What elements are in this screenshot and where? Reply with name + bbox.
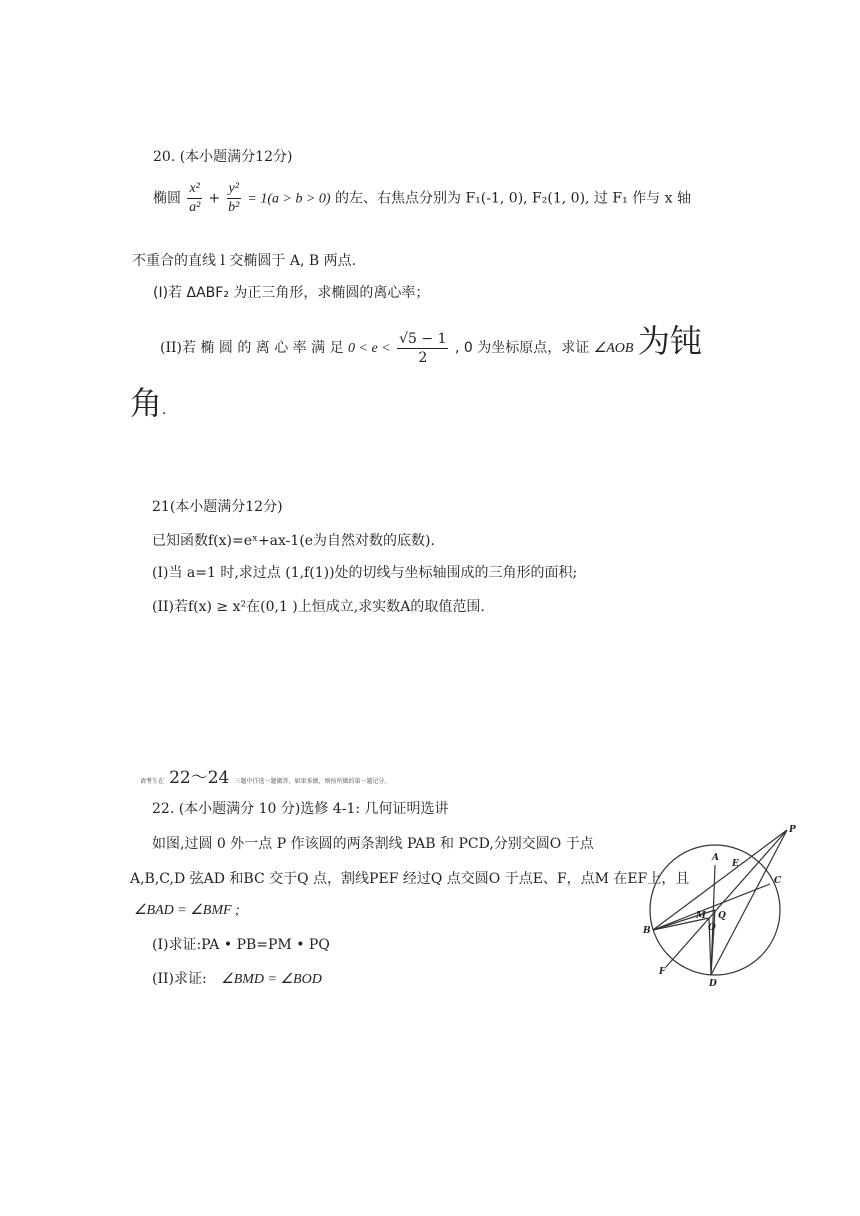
q20-ellipse-x-num: x²	[187, 180, 201, 199]
q20-part2-ineq: 0 < e <	[348, 341, 391, 356]
q21-part2: (II)若f(x) ≥ x²在(0,1 )上恒成立,求实数A的取值范围.	[152, 599, 485, 615]
label-e: E	[732, 859, 739, 869]
q20-part1: (I)若 ΔABF₂ 为正三角形，求椭圆的离心率；	[153, 285, 430, 301]
q20-part2-line2-dot: .	[162, 402, 167, 418]
q22-part1: (I)求证:PA • PB=PM • PQ	[152, 937, 330, 953]
label-a: A	[712, 853, 719, 863]
q21-heading: 21(本小题满分12分)	[152, 499, 283, 515]
q20-intro-prefix: 椭圆	[153, 190, 181, 207]
label-q: Q	[718, 911, 726, 921]
label-f: F	[659, 967, 666, 977]
label-o: O	[708, 923, 716, 933]
q20-part2-frac	[397, 330, 448, 367]
q20-part2-line2	[130, 378, 166, 424]
q20-part2-frac-num: √5 − 1	[399, 330, 447, 347]
q20-heading: 20. (本小题满分12分)	[153, 149, 293, 165]
q22-part2-math: ∠BMD = ∠BOD	[221, 972, 322, 987]
label-d: D	[709, 979, 717, 989]
q20-ellipse-y-frac	[227, 180, 241, 217]
q20-ellipse-y-den: b²	[228, 200, 240, 215]
q20-part2-big-tail: 为钝	[637, 322, 702, 360]
label-b: B	[643, 926, 651, 936]
q20-intro	[153, 180, 691, 217]
q20-part2	[160, 316, 702, 367]
q22-heading: 22. (本小题满分 10 分)选修 4-1: 几何证明选讲	[152, 801, 449, 817]
q22-line1: 如图,过圆 0 外一点 P 作该圆的两条割线 PAB 和 PCD,分别交圆O 于点	[152, 836, 594, 852]
q22-part2	[152, 968, 322, 988]
q22-part2-prefix: (II)求证:	[152, 971, 207, 987]
q20-part2-line2-big: 角	[130, 384, 163, 422]
label-p: P	[789, 825, 796, 835]
q20-line2: 不重合的直线 l 交椭圆于 A, B 两点.	[132, 253, 357, 269]
q20-part2-mid: , 0 为坐标原点，求证	[454, 340, 590, 356]
note-prefix: 请考生在	[140, 778, 165, 785]
q22-condition: ∠BAD = ∠BMF ;	[134, 903, 240, 918]
circle-diagram	[640, 820, 810, 990]
label-c: C	[774, 876, 782, 886]
q21-part1: (I)当 a=1 时,求过点 (1,f(1))处的切线与坐标轴围成的三角形的面积;	[152, 565, 578, 581]
q20-part2-prefix: (II)若 椭 圆 的 离 心 率 满 足	[160, 340, 344, 356]
q20-part2-angle: ∠AOB	[593, 341, 634, 356]
q22-line2: A,B,C,D 弦AD 和BC 交于Q 点，割线PEF 经过Q 点交圆O 于点E、F，点M 在EF上，且	[130, 871, 690, 887]
q20-intro-suffix: 的左、右焦点分别为 F₁(-1, 0), F₂(1, 0), 过 F₁ 作与 x 轴	[335, 190, 691, 207]
q20-ellipse-x-frac	[187, 180, 201, 217]
q20-ellipse-rhs: = 1(a > b > 0)	[247, 191, 331, 207]
q20-ellipse-plus: +	[208, 190, 221, 207]
q20-ellipse-x-den: a²	[189, 200, 201, 215]
q20-part2-frac-den: 2	[418, 349, 428, 366]
label-m: M	[696, 911, 706, 921]
note-range: 22～24	[169, 768, 230, 788]
note-suffix: 三题中任选一题做答，如果多做，则按所做的第一题记分。	[234, 778, 391, 785]
q21-line1: 已知函数f(x)=eˣ+ax-1(e为自然对数的底数).	[152, 533, 435, 549]
selection-note	[140, 763, 390, 788]
q20-ellipse-y-num: y²	[227, 180, 241, 199]
